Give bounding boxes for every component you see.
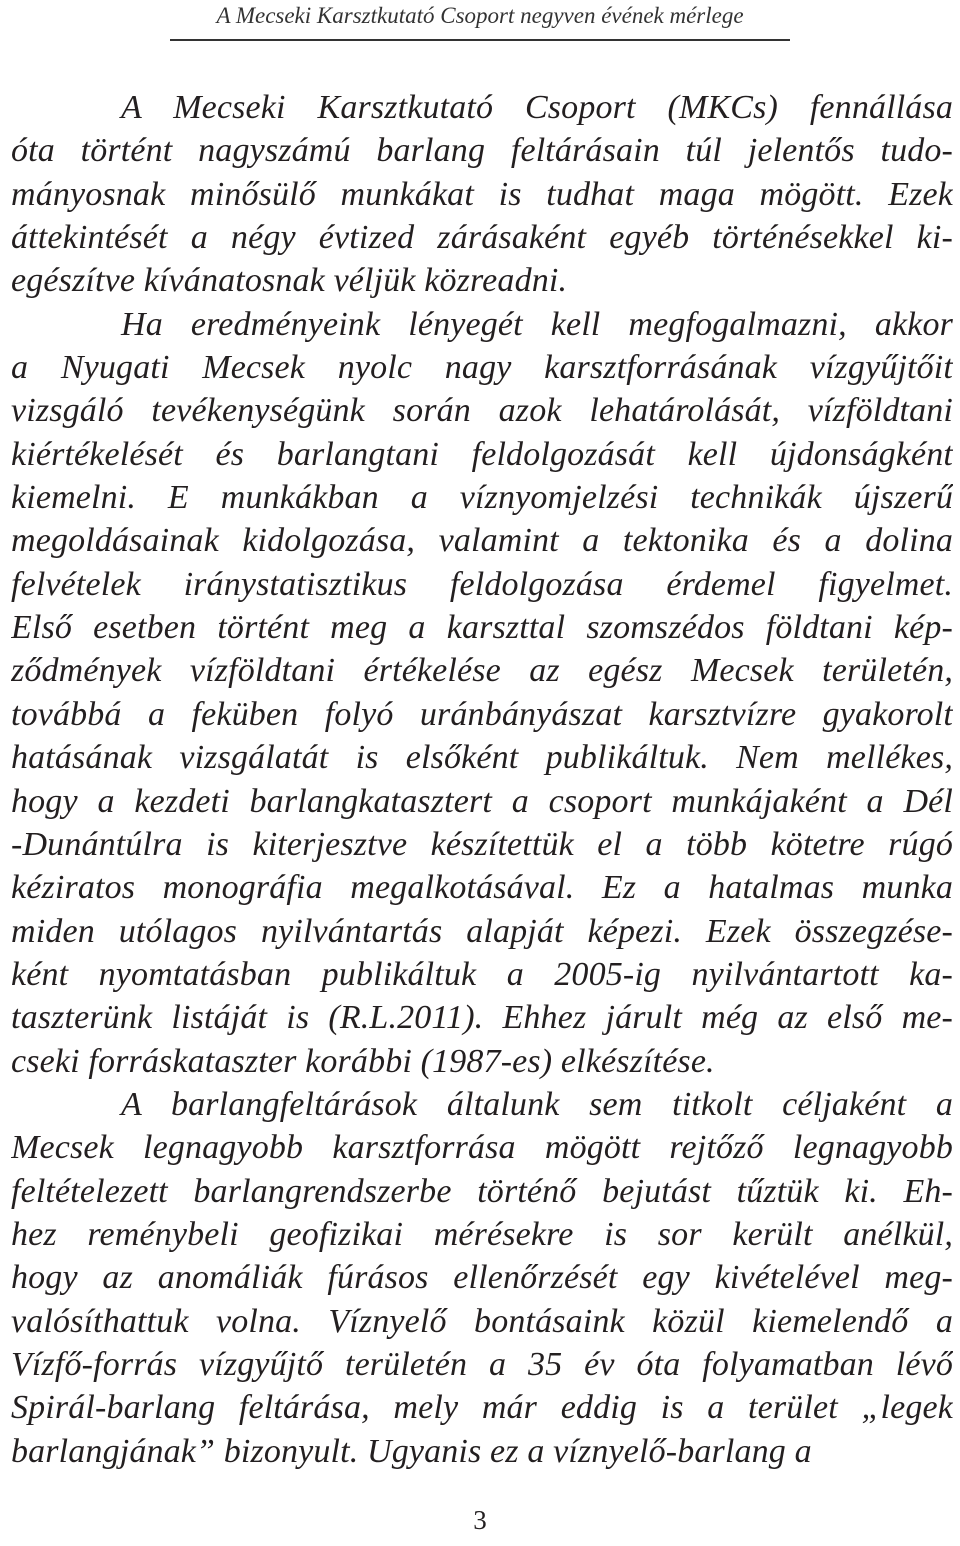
text-line: hez reménybeli geofizikai mérésekre is sor került anélkül, <box>11 1215 953 1253</box>
text-line: A Mecseki Karsztkutató Csoport (MKCs) fennállása <box>121 89 953 126</box>
paragraph-intro <box>11 86 953 303</box>
paragraph-results <box>11 303 953 1083</box>
text-line: cseki forráskataszter korábbi (1987-es) elkészítése. <box>11 1042 715 1080</box>
text-line: -Dunántúlra is kiterjesztve készítettük el a több kötetre rúgó <box>11 825 953 863</box>
text-line: Ha eredményeink lényegét kell megfogalmazni, akkor <box>121 305 953 343</box>
text-line: hogy az anomáliák fúrásos ellenőrzését egy kivételével meg- <box>11 1259 953 1297</box>
text-line: Első esetben történt meg a karszttal szomszédos földtani kép- <box>11 609 953 647</box>
text-line: kéziratos monográfia megalkotásával. Ez a hatalmas munka <box>11 869 953 907</box>
text-line: áttekintését a négy évtized zárásaként egyéb történésekkel ki- <box>11 219 953 257</box>
text-line: a Nyugati Mecsek nyolc nagy karsztforrásának vízgyűjtőit <box>11 349 953 387</box>
text-line: valósíthattuk volna. Víznyelő bontásaink közül kiemelendő a <box>11 1302 953 1340</box>
text-line: ződmények vízföldtani értékelése az egész Mecsek területén, <box>11 652 953 690</box>
text-line: taszterünk listáját is (R.L.2011). Ehhez járult még az első me- <box>11 999 953 1037</box>
text-line: barlangjának” bizonyult. Ugyanis ez a víznyelő-barlang a <box>11 1432 812 1470</box>
text-line: továbbá a feküben folyó uránbányászat karsztvízre gyakorolt <box>11 695 953 733</box>
text-line: ként nyomtatásban publikáltuk a 2005-ig nyilvántartott ka- <box>11 955 953 993</box>
text-line: felvételek iránystatisztikus feldolgozása érdemel figyelmet. <box>11 565 953 603</box>
header-rule <box>170 39 790 41</box>
text-line: egészítve kívánatosnak véljük közreadni. <box>11 262 568 300</box>
page-number: 3 <box>473 1505 487 1535</box>
text-line: Spirál-barlang feltárása, mely már eddig is a terület „legek <box>11 1389 953 1427</box>
running-head: A Mecseki Karsztkutató Csoport negyven évének mérlege <box>216 3 744 28</box>
text-line: feltételezett barlangrendszerbe történő bejutást tűztük ki. Eh- <box>11 1172 953 1210</box>
text-line: megoldásainak kidolgozása, valamint a tektonika és a dolina <box>11 522 953 560</box>
text-line: kiértékelését és barlangtani feldolgozását kell újdonságként <box>11 435 953 473</box>
text-line: óta történt nagyszámú barlang feltárásain túl jelentős tudo- <box>11 132 953 170</box>
text-line: mányosnak minősülő munkákat is tudhat maga mögött. Ezek <box>11 175 953 213</box>
body-text <box>11 86 953 1473</box>
text-line: Mecsek legnagyobb karsztforrása mögött rejtőző legnagyobb <box>11 1129 953 1167</box>
text-line: vizsgáló tevékenységünk során azok lehatárolását, vízföldtani <box>11 392 953 430</box>
text-line: hatásának vizsgálatát is elsőként publikáltuk. Nem mellékes, <box>11 739 953 777</box>
text-line: Vízfő-forrás vízgyűjtő területén a 35 év óta folyamatban lévő <box>11 1345 953 1383</box>
text-line: miden utólagos nyilvántartás alapját képezi. Ezek összegzése- <box>11 912 953 950</box>
text-line: A barlangfeltárások általunk sem titkolt céljaként a <box>121 1085 953 1123</box>
text-line: kiemelni. E munkákban a víznyomjelzési technikák újszerű <box>11 479 953 517</box>
paragraph-cave-explorations <box>11 1083 953 1473</box>
text-line: hogy a kezdeti barlangkatasztert a csoport munkájaként a Dél <box>11 782 953 820</box>
